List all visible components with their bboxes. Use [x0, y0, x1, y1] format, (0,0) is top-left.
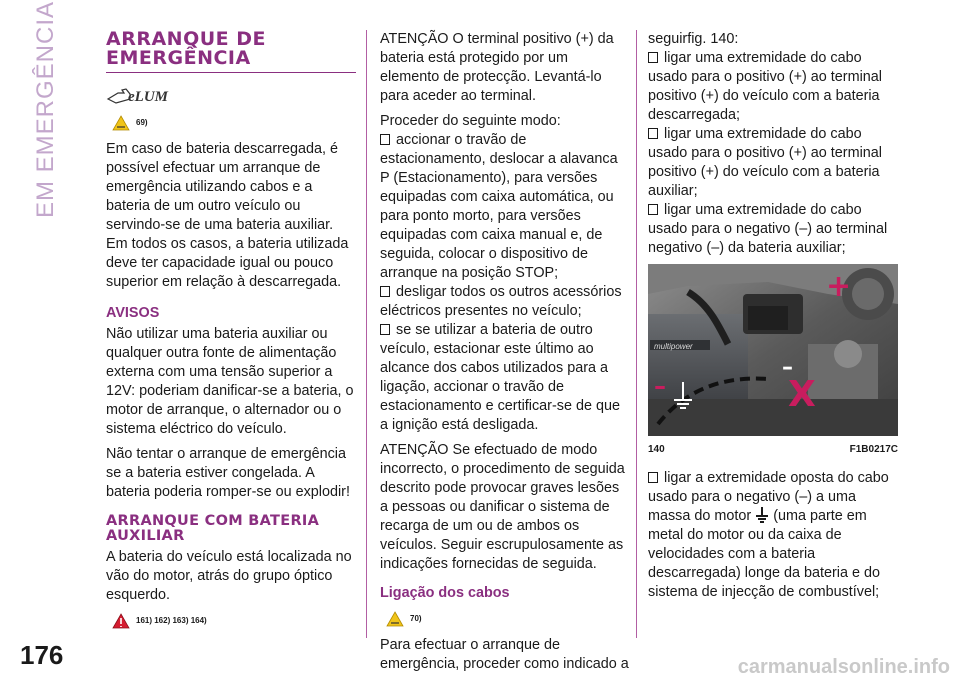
positive-terminal-label: +: [826, 269, 852, 304]
checkbox-bullet-icon: [648, 128, 658, 139]
figure-code: F1B0217C: [849, 444, 898, 455]
list-item: accionar o travão de estacionamento, deslocar a alavanca P (Estacionamento), para versões equipadas com caixa automática, ou para ponto morto, para versões equipadas com caixa manual e, de seguida, colocar o dispositivo de arranque na posição STOP;: [380, 132, 618, 281]
column-divider: [366, 30, 367, 638]
warning-ref-number: 70): [410, 614, 422, 623]
paragraph: Proceder do seguinte modo:: [380, 113, 561, 129]
engine-bay-illustration: [648, 264, 898, 436]
do-not-connect-x-label: X: [788, 374, 816, 415]
paragraph: A bateria do veículo está localizada no vão do motor, atrás do grupo óptico esquerdo.: [106, 549, 352, 603]
list-item: se se utilizar a bateria de outro veículo, estacionar este último ao alcance dos cabos utilizados para a ligação, accionar o travão de estacionamento e certificar-se de que a ignição está desligada.: [380, 322, 620, 433]
ground-symbol-icon: [755, 507, 769, 523]
column-3: [648, 30, 898, 608]
elum-logo: [106, 81, 356, 107]
column-1: [106, 30, 356, 638]
list-item: desligar todos os outros acessórios eléctricos presentes no veículo;: [380, 284, 622, 319]
checkbox-bullet-icon: [380, 324, 390, 335]
negative-terminal-label: –: [782, 355, 793, 380]
paragraph: ATENÇÃO O terminal positivo (+) da bateria está protegido por um elemento de protecção. Levantá-lo para aceder ao terminal.: [380, 31, 614, 104]
paragraph: Em caso de bateria descarregada, é possível efectuar um arranque de emergência utilizando cabos e a bateria de um outro veículo ou servindo-se de uma bateria auxiliar. Em todos os casos, a bateria utilizada deve ter capacidade igual ou pouco superior em relação à descarregada.: [106, 141, 349, 290]
warning-ref-numbers: 161) 162) 163) 164): [136, 616, 207, 625]
logo-text: eLUM: [128, 89, 168, 105]
subsection-heading: ARRANQUE COM BATERIA AUXILIAR: [106, 513, 320, 544]
warning-triangle-icon: [386, 611, 404, 627]
warning-reference: [386, 609, 630, 628]
paragraph: Para efectuar o arranque de emergência, proceder como indicado a: [380, 637, 629, 672]
checkbox-bullet-icon: [648, 472, 658, 483]
warning-triangle-icon: [112, 115, 130, 131]
section-heading: ARRANQUE DE EMERGÊNCIA: [106, 28, 266, 69]
warning-reference: [112, 611, 356, 630]
list-item: ligar uma extremidade do cabo usado para o positivo (+) ao terminal positivo (+) do veículo com a bateria auxiliar;: [648, 126, 882, 199]
hand-pointer-icon: [106, 81, 168, 107]
subheading: Ligação dos cabos: [380, 585, 510, 601]
list-item: ligar uma extremidade do cabo usado para o positivo (+) ao terminal positivo (+) do veículo com a bateria descarregada;: [648, 50, 882, 123]
list-item: ligar a extremidade oposta do cabo usado para o negativo (–) a uma massa do motor (uma parte em metal do motor ou da caixa de velocidades com a bateria descarregada) longe da bateria e do sistema de injecção de combustível;: [648, 470, 889, 600]
paragraph: seguirfig. 140:: [648, 31, 739, 47]
list-item: ligar uma extremidade do cabo usado para o negativo (–) ao terminal negativo (–) da bateria auxiliar;: [648, 202, 888, 256]
heading-rule: [106, 72, 356, 73]
column-2: [380, 30, 630, 680]
battery-brand-label: multipower: [654, 342, 693, 351]
watermark: carmanualsonline.info: [737, 656, 950, 678]
figure-number: 140: [648, 444, 665, 455]
column-divider: [636, 30, 637, 638]
paragraph: Não tentar o arranque de emergência se a bateria estiver congelada. A bateria poderia romper-se ou explodir!: [106, 446, 350, 500]
checkbox-bullet-icon: [380, 286, 390, 297]
warning-ref-number: 69): [136, 118, 148, 127]
section-side-label: EM EMERGÊNCIA: [32, 0, 59, 218]
paragraph: ATENÇÃO Se efectuado de modo incorrecto, o procedimento de seguida descrito pode provocar graves lesões a pessoas ou danificar o sistema de recarga de um ou de ambos os veículos. Seguir escrupulosamente as indicações fornecidas de seguida.: [380, 442, 625, 572]
warning-reference: [112, 113, 356, 132]
danger-triangle-icon: [112, 613, 130, 629]
page-number: 176: [20, 640, 64, 670]
checkbox-bullet-icon: [648, 204, 658, 215]
checkbox-bullet-icon: [648, 52, 658, 63]
figure-battery-engine-bay: [648, 264, 898, 436]
figure-caption: [648, 440, 898, 459]
checkbox-bullet-icon: [380, 134, 390, 145]
paragraph: Não utilizar uma bateria auxiliar ou qualquer outra fonte de alimentação externa com uma tensão superior a 12V: poderiam danificar-se a bateria, o motor de arranque, o alternador ou o sistema eléctrico do veículo.: [106, 326, 354, 437]
avisos-heading: AVISOS: [106, 305, 160, 321]
ground-minus-label: –: [654, 372, 666, 400]
